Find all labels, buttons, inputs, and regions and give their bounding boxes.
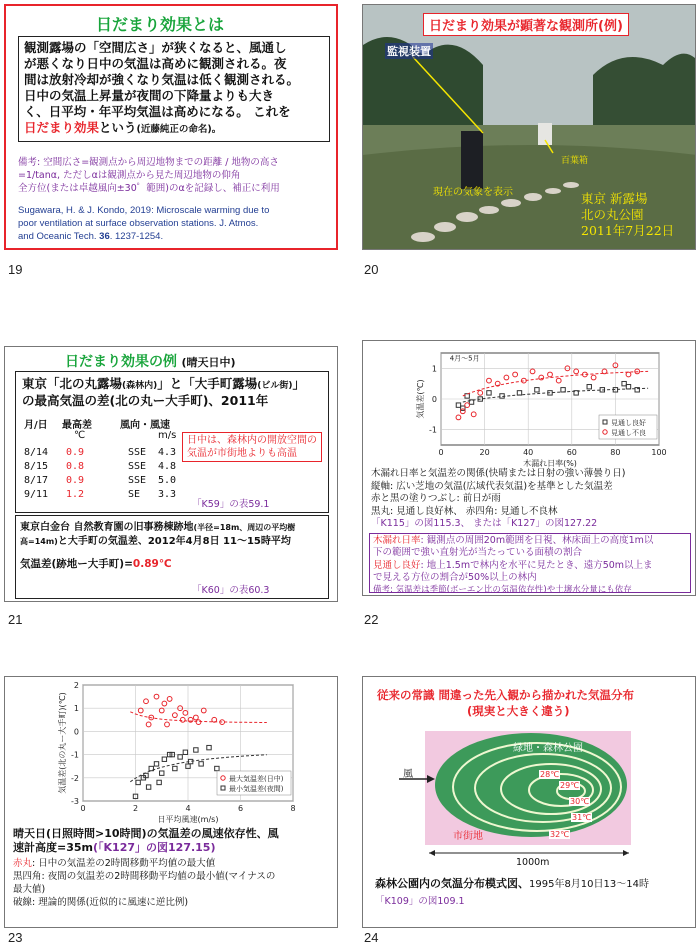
body-line: 間は放射冷却が強くなり気温は低く観測される。 [24,72,300,87]
photo-caption [581,191,674,239]
slide-19-reference [18,204,269,243]
vis-line [373,560,687,572]
legend-label: 見通し不良 [611,429,646,437]
y-axis-label: 気温差(℃) [416,379,425,419]
col-header-date: 月/日 [24,420,48,431]
caption-line: 2011年7月22日 [581,223,675,238]
cell-diff: 0.9 [66,447,85,458]
slide-21-title [65,351,236,371]
diff-result [20,556,172,571]
ref-pages: . 1237-1254. [109,231,164,242]
body-line: が悪くなり日中の気温は高めに観測される。夜 [24,56,287,71]
black-line: 最大値) [13,884,46,895]
ref-line: poor ventilation at surface observation stations. J. Atmos. [18,218,259,229]
header-part: 」 [292,376,306,391]
caption-line: 東京 新露場 [581,191,648,206]
header-part: 東京「北の丸露場 [22,376,123,391]
lower-line2-text: と大手町の気温差、2012年4月8日 11～15時平均 [57,536,291,547]
x-axis-label: 日平均風速(m/s) [157,815,219,824]
table-row [24,474,176,488]
legend-label: 最小気温差(夜間) [229,785,284,793]
definition-box [369,533,691,596]
y-tick-label: 1 [73,704,79,714]
title-main: 日だまり効果の例 [65,354,177,370]
body-line: 観測露場の「空間広さ」が狭くなると、風通し [24,40,287,55]
table-header-line2: の最高気温の差(北の丸ー大手町)、2011年 [22,393,269,408]
text-part: 速計高度=35m [13,841,93,854]
x-axis-label: 木漏れ日率(%) [523,459,577,468]
slide-24 [362,676,696,928]
temp-28: 28℃ [540,770,560,779]
note-line: =1/tanα, ただしαは観測点から見た周辺地物の仰角 [18,170,241,181]
distance-label: 1000m [513,857,552,868]
label-monitor: 監視装置 [387,45,431,58]
reference-k109: 「K109」の図109.1 [375,896,465,907]
page-number: 21 [8,612,23,627]
note-line: 備考: 気温差は季節(ボーエン比の気温依存性)や土壌水分量にも依存 [373,585,632,596]
table-row [24,460,176,474]
red-text: : 日中の気温差の2時間移動平均値の最大値 [32,858,216,869]
def-term: 木漏れ日率 [373,535,421,546]
table-rows [24,446,176,502]
slide-24-subtitle: (現実と大きく違う) [467,704,570,718]
body-text: という [99,120,137,135]
ref-line: Sugawara, H. & J. Kondo, 2019: Microscale warming due to [18,205,270,216]
red-line [13,857,275,870]
def-text: : 観測点の周囲20m範囲を日視、林床面上の高度1m以 [420,535,654,546]
slide-19-body [18,36,330,142]
lower-title-note: (半径=18m、周辺の平均樹 [193,523,296,532]
period-label: 4月～5月 [449,354,480,363]
x-tick-label: 8 [290,804,296,813]
y-tick-label: 0 [431,395,437,404]
x-tick-label: 6 [237,804,244,813]
y-tick-label: -2 [71,773,79,783]
text-line: 黒丸: 見通し良好林、 赤四角: 見通し不良林 [371,505,558,517]
dash-line: 破線: 理論的関係(近似的に風速に逆比例) [13,897,189,908]
table-row [24,488,176,502]
cell-speed: 4.8 [158,461,177,472]
cell-date: 8/17 [24,475,49,486]
vis-line: で見える方位の割合が50%以上の林内 [373,571,537,583]
slide-24-title: 従来の常識 間違った先入観から描かれた気温分布 [377,688,635,702]
slide-23 [4,676,338,928]
lower-title [20,518,295,533]
hidamari-term: 日だまり効果 [24,120,100,135]
reference-k127: (「K127」の図127.15) [93,841,216,854]
cell-diff: 1.2 [66,489,85,500]
cell-date: 9/11 [24,489,49,500]
reference-k59: 「K59」の表59.1 [192,499,270,510]
forest-label: 緑地・森林公園 [513,743,583,754]
page-number: 24 [364,930,379,945]
caption [375,875,649,891]
lower-line2-note: 高=14m) [20,537,58,546]
note-line: 全方位(または卓越風向±30゜範囲)のαを記録し、補正に利用 [18,183,280,194]
slide-23-text [13,827,279,855]
y-tick-label: -3 [71,797,79,806]
legend-label: 最大気温差(日中) [229,775,284,783]
body-line: く、日平均・年平均気温は高めになる。 これを [24,104,291,119]
diff-value: 0.89℃ [132,558,172,570]
caption-date: 1995年8月10日13～14時 [529,879,649,890]
cell-diff: 0.8 [66,461,85,472]
text-line: 縦軸: 広い芝地の気温(広域代表気温)を基準とした気温差 [371,480,613,492]
y-axis-label: 気温差(北の丸ー大手町)(℃) [58,692,67,794]
lower-line2 [20,532,291,547]
slide-21 [4,346,338,602]
body-line: 日中の気温上昇量が夜間の下降量よりも大き [24,88,275,103]
table-header [22,374,305,392]
x-tick-label: 40 [523,448,534,457]
table-box [15,371,329,513]
callout-line: 気温が市街地よりも高温 [187,448,297,459]
page-number: 22 [364,612,379,627]
legend-label: 見通し良好 [611,419,646,427]
x-tick-label: 2 [132,804,139,813]
cell-date: 8/15 [24,461,49,472]
cell-speed: 3.3 [158,489,177,500]
text-line: 赤と黒の塗りつぶし: 前日が雨 [371,493,501,504]
ref-line: and Oceanic Tech. [18,231,97,242]
red-term: 赤丸 [13,858,33,869]
slide-22 [362,340,696,596]
cell-speed: 5.0 [158,475,177,486]
def-line: 下の範囲で強い直射光が当たっている面積の割合 [373,547,583,559]
x-tick-label: 100 [651,448,667,457]
ref-volume: 36 [99,231,110,242]
lower-box [15,515,329,599]
y-tick-label: 0 [73,727,79,737]
y-tick-label: -1 [71,750,79,760]
temp-31: 31℃ [572,813,592,822]
x-tick-label: 80 [610,448,621,457]
unit-ms: m/s [158,430,177,441]
header-part: (森林内) [122,381,158,391]
header-part: (ビル街) [257,381,293,391]
y-tick-label: -1 [429,425,437,435]
callout-box [182,432,322,462]
slide-20-title: 日だまり効果が顕著な観測所(例) [423,13,629,36]
reference-k60: 「K60」の表60.3 [192,585,270,596]
reference-k115: 「K115」の図115.3、 または「K127」の図127.22 [371,518,598,529]
col-header-wind: 風向・風速 [120,420,170,431]
title-sub: (晴天日中) [181,356,236,369]
page-number: 23 [8,930,23,945]
vis-term: 見通し良好 [373,559,421,571]
chart-wind-speed [5,677,338,827]
text-line [13,841,279,855]
vis-text: : 地上1.5mで林内を水平に見たとき、遠方50m以上ま [420,559,653,571]
slide-19-title: 日だまり効果とは [96,15,225,34]
city-label: 市街地 [453,831,483,842]
def-line [373,535,687,547]
slide-23-legend-text [13,857,275,909]
wind-label: 風 [403,769,413,780]
page-number: 20 [364,262,379,277]
cell-dir: SSE [128,475,147,486]
slide-22-text [371,468,625,531]
naming-note: (近藤純正の命名)。 [136,124,222,135]
text-line: 晴天日(日照時間>10時間)の気温差の風速依存性、風 [13,827,279,840]
black-line: 黒四角: 夜間の気温差の2時間移動平均値の最小値(マイナスの [13,871,276,882]
body-line-last [24,120,324,138]
x-tick-label: 0 [438,448,444,457]
note-line: 備考: 空間広さ=観測点から周辺地物までの距離 / 地物の高さ [18,157,279,168]
header-part: 」と「大手町露場 [157,376,258,391]
temp-30: 30℃ [570,797,590,806]
slide-19 [4,4,338,250]
y-tick-label: 2 [73,681,79,690]
col-header-diff: 最高差 [62,420,92,431]
slide-19-note [18,156,280,195]
caption-main: 森林公園内の気温分布模式図、 [375,877,529,890]
temp-32: 32℃ [550,830,570,839]
x-tick-label: 4 [185,804,191,813]
callout-line: 日中は、森林内の開放空間の [187,435,317,446]
cell-date: 8/14 [24,447,49,458]
x-tick-label: 20 [479,448,490,457]
caption-line: 北の丸公園 [581,207,644,222]
y-tick-label: 1 [431,364,437,374]
cell-diff: 0.9 [66,475,85,486]
label-screen: 百葉箱 [561,156,589,166]
cell-dir: SE [128,489,141,500]
x-tick-label: 0 [80,804,86,813]
cell-speed: 4.3 [158,447,177,458]
temp-29: 29℃ [560,781,580,790]
unit-celsius: ℃ [74,430,86,441]
text-line: 木漏れ日率と気温差の関係(快晴または日射の強い薄曇り日) [371,468,626,479]
cell-dir: SSE [128,447,147,458]
slide-20 [362,4,696,250]
x-tick-label: 60 [566,448,577,457]
chart-forest-sunfleck [363,341,696,471]
label-display: 現在の気象を表示 [433,187,513,198]
table-row [24,446,176,460]
page-number: 19 [8,262,23,277]
diff-label: 気温差(跡地ー大手町)= [20,558,133,570]
cell-dir: SSE [128,461,147,472]
lower-title-text: 東京白金台 自然教育園の旧事務棟跡地 [20,522,194,533]
